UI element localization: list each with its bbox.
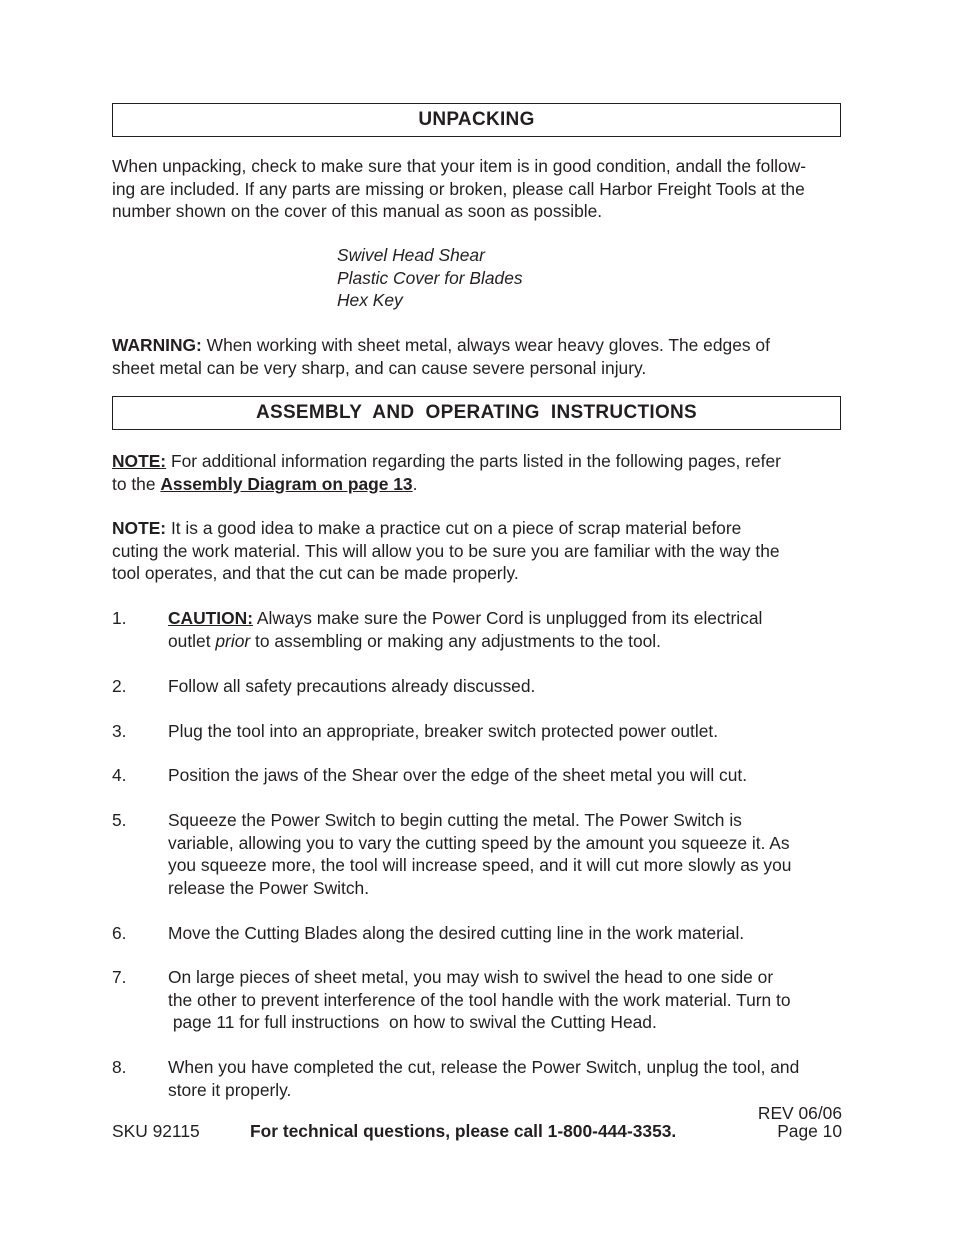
step-emphasis: prior [215,630,251,651]
note-text: tool operates, and that the cut can be made properly. [112,563,519,584]
step-line: variable, allowing you to vary the cutting speed by the amount you squeeze it. As [168,832,790,853]
step-number: 7. [112,967,127,987]
step-number: 5. [112,810,127,830]
unpacking-heading-text: UNPACKING [418,108,535,130]
note-text: . [412,473,418,494]
page-number: Page 10 [777,1121,842,1141]
step-line: Position the jaws of the Shear over the edge of the sheet metal you will cut. [168,765,748,785]
step-number: 8. [112,1057,127,1077]
assembly-heading-text: ASSEMBLY AND OPERATING INSTRUCTIONS [255,401,698,423]
step-line: On large pieces of sheet metal, you may wish to swivel the head to one side or [168,967,774,987]
note-practice-cut [112,517,844,585]
step-line: When you have completed the cut, release the Power Switch, unplug the tool, and [168,1057,800,1077]
note-text: It is a good idea to make a practice cut on a piece of scrap material before [166,518,742,538]
revision-label: REV 06/06 [757,1103,842,1123]
unpacking-line: number shown on the cover of this manual as soon as possible. [112,201,603,222]
unpacking-line: ing are included. If any parts are missing or broken, please call Harbor Freight Tools at the [112,178,805,199]
parts-list [337,244,523,312]
step-line: Follow all safety precautions already discussed. [168,676,536,696]
assembly-diagram-link[interactable]: Assembly Diagram on page 13 [160,473,413,494]
step-text [168,720,842,743]
step-number: 1. [112,608,127,628]
step-line: page 11 for full instructions on how to swival the Cutting Head. [168,1012,657,1033]
warning-text: sheet metal can be very sharp, and can cause severe personal injury. [112,357,647,378]
step-number: 3. [112,721,127,741]
note-text: For additional information regarding the parts listed in the following pages, refer [166,451,781,471]
warning-paragraph [112,334,844,379]
step-line: Always make sure the Power Cord is unplugged from its electrical [253,608,763,628]
unpacking-line: When unpacking, check to make sure that your item is in good condition, andall the follow- [112,156,807,176]
step-text [168,922,842,945]
caution-label: CAUTION: [168,608,254,628]
sku-label: SKU 92115 [112,1121,200,1141]
step-text [168,966,842,1034]
assembly-heading [112,396,841,430]
step-text [168,675,842,698]
part-item: Hex Key [337,290,403,311]
unpacking-heading [112,103,841,137]
warning-text: When working with sheet metal, always wear heavy gloves. The edges of [201,335,770,355]
step-text [168,764,842,787]
step-line: Move the Cutting Blades along the desired cutting line in the work material. [168,923,745,943]
step-text [168,809,842,899]
page-footer [112,1120,842,1144]
part-item: Plastic Cover for Blades [337,267,523,288]
note-label: NOTE: [112,451,167,471]
step-number: 2. [112,676,127,696]
step-line: store it properly. [168,1079,292,1100]
tech-support-text: For technical questions, please call 1-800-444-3353. [250,1121,677,1141]
step-line: Squeeze the Power Switch to begin cutting the metal. The Power Switch is [168,810,742,830]
step-text [168,1056,842,1101]
warning-label: WARNING: [112,335,202,355]
step-line: outlet [168,630,216,651]
step-number: 4. [112,765,127,785]
step-line: to assembling or making any adjustments to the tool. [250,630,662,651]
note-text: to the [112,473,161,494]
step-text [168,607,842,652]
step-line: the other to prevent interference of the tool handle with the work material. Turn to [168,989,791,1010]
step-number: 6. [112,923,127,943]
step-line: you squeeze more, the tool will increase speed, and it will cut more slowly as you [168,855,792,876]
part-item: Swivel Head Shear [337,245,485,265]
unpacking-paragraph [112,155,844,223]
step-line: Plug the tool into an appropriate, breaker switch protected power outlet. [168,721,719,741]
note-diagram [112,450,844,495]
step-line: release the Power Switch. [168,877,370,898]
note-label: NOTE: [112,518,167,538]
note-text: cuting the work material. This will allow you to be sure you are familiar with the way the [112,540,780,561]
